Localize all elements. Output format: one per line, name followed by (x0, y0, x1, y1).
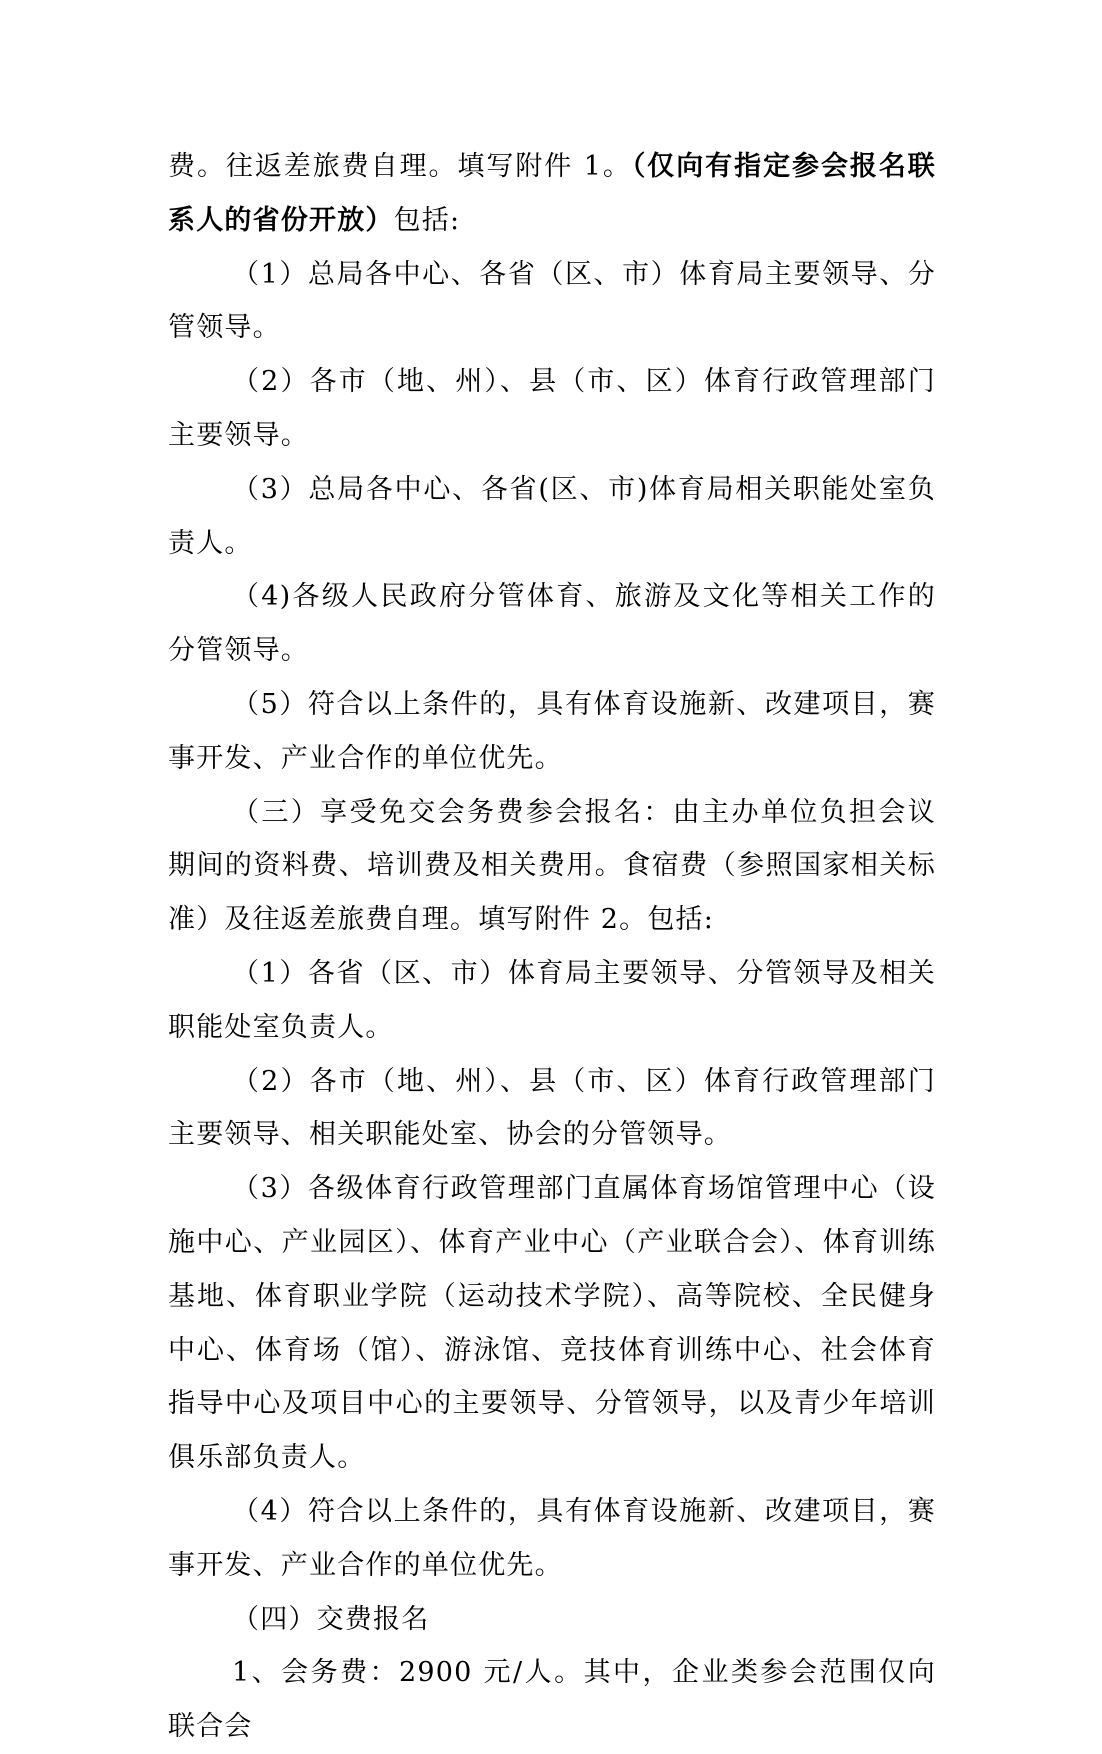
paragraph-section-3: （三）享受免交会务费参会报名：由主办单位负担会议期间的资料费、培训费及相关费用。食宿费（参照国家相关标准）及往返差旅费自理。填写附件 2。包括: (168, 796, 936, 936)
paragraph-fee: 1、会务费：2900 元/人。其中，企业类参会范围仅向联合会 (168, 1657, 936, 1743)
paragraph-0-text-before: 费。往返差旅费自理。填写附件 1。 (168, 151, 632, 182)
paragraph-item-3: （3）总局各中心、各省(区、市)体育局相关职能处室负责人。 (168, 473, 936, 559)
paragraph-item-5: （5）符合以上条件的，具有体育设施新、改建项目，赛事开发、产业合作的单位优先。 (168, 688, 936, 774)
paragraph-section-3-item-1: （1）各省（区、市）体育局主要领导、分管领导及相关职能处室负责人。 (168, 957, 936, 1043)
document-page (168, 140, 936, 1754)
paragraph-item-4: （4)各级人民政府分管体育、旅游及文化等相关工作的分管领导。 (168, 581, 936, 667)
paragraph-item-1: （1）总局各中心、各省（区、市）体育局主要领导、分管领导。 (168, 258, 936, 344)
paragraph-attachment-1 (168, 140, 936, 248)
paragraph-section-3-item-3: （3）各级体育行政管理部门直属体育场馆管理中心（设施中心、产业园区）、体育产业中心（产业联合会）、体育训练基地、体育职业学院（运动技术学院）、高等院校、全民健身中心、体育场（馆）、游泳馆、竞技体育训练中心、社会体育指导中心及项目中心的主要领导、分管领导，以及青少年培训俱乐部负责人。 (168, 1173, 936, 1474)
paragraph-0-text-after: 包括: (393, 204, 461, 236)
paragraph-0-bold-note: （仅向有指定参会报名联系人的省份开放） (168, 151, 936, 236)
paragraph-section-3-item-4: （4）符合以上条件的，具有体育设施新、改建项目，赛事开发、产业合作的单位优先。 (168, 1495, 936, 1581)
paragraph-item-2: （2）各市（地、州）、县（市、区）体育行政管理部门主要领导。 (168, 366, 936, 451)
paragraph-section-3-item-2: （2）各市（地、州）、县（市、区）体育行政管理部门主要领导、相关职能处室、协会的分管领导。 (168, 1065, 936, 1151)
paragraph-section-4-heading: （四）交费报名 (232, 1603, 430, 1635)
